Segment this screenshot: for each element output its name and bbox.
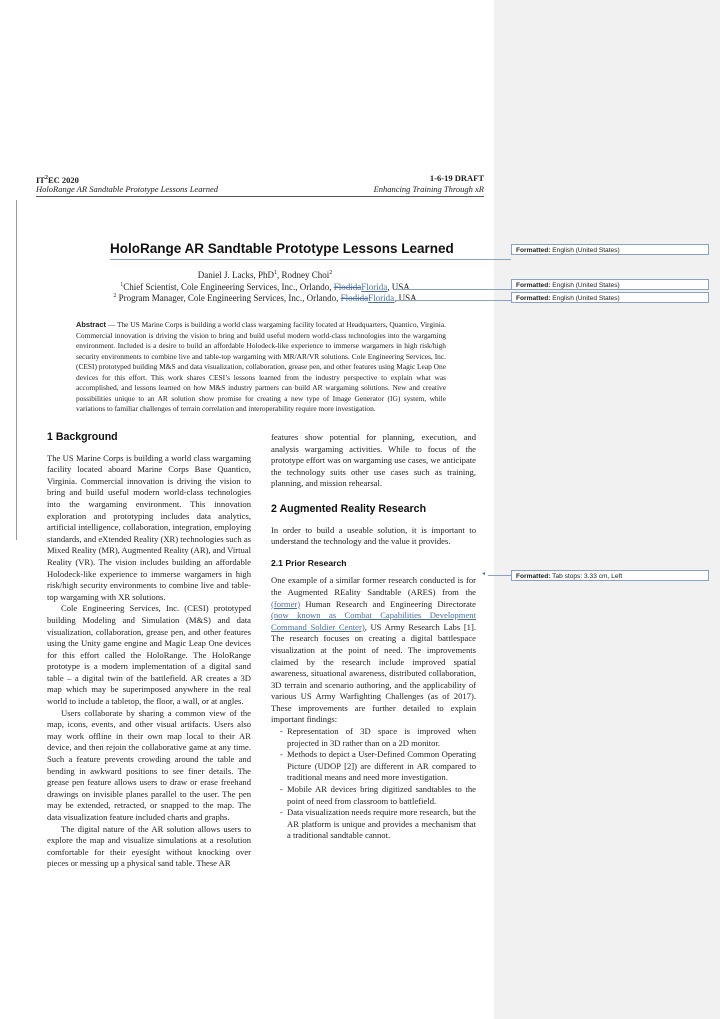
paper-title: HoloRange AR Sandtable Prototype Lessons Learned — [110, 241, 454, 256]
formatting-comment[interactable]: Formatted: English (United States) — [511, 279, 709, 290]
running-title-left: HoloRange AR Sandtable Prototype Lessons Learned — [36, 184, 219, 194]
draft-label: 1-6-19 DRAFT — [429, 173, 484, 183]
left-column — [47, 432, 251, 870]
formatting-comment[interactable]: Formatted: English (United States) — [511, 244, 709, 255]
tracked-insertion: Florida — [361, 282, 388, 292]
subsection-heading-prior-research: 2.1 Prior Research — [271, 557, 347, 568]
paragraph: The digital nature of the AR solution allows users to explore the map and visualize simulations at a resolution comfortable for their eyesight without knocking over pieces or messing up a physical sand table. These AR — [47, 823, 251, 869]
conference-prefix: IT — [36, 174, 45, 185]
conference-sup: 2 — [44, 175, 48, 181]
abstract-text: — The US Marine Corps is building a world class wargaming facility located at Headquarters, Quantico, Virginia. Commercial innovation is driving the vision to bring and build useful modern world-class technologies into the wargaming environment. Included is a desire to build an affordable Holodeck-like experience to immerse wargamers in high risk/high security environments to combine live and table-top wargaming with MR/AR/VR solutions. Cole Engineering Services, Inc. (CESI) prototyped building M&S and data visualization, collaboration, grease pen, and other features using Magic Leap One devices for this effort. This work shares CESI’s lessons learned from the industry perspective to explain what was accomplished, and lessons learned on how M&S industry partners can build AR wargaming solutions. New and creative possibilities unique to an AR solution show promise for creating a new type of Image Generator (IG) system, while variations to familiar challenges of terrain correlation and interoperability require more investigation. — [76, 320, 446, 413]
paragraph: In order to build a useable solution, it is important to understand the technology and the value it provides. — [271, 524, 476, 547]
header-rule — [36, 196, 484, 197]
authors-line: Daniel J. Lacks, PhD$^1$, Rodney Choi$^2$ — [197, 270, 333, 280]
right-column — [271, 432, 476, 842]
conference-suffix: EC 2020 — [47, 174, 79, 185]
comment-anchor-icon: ◂ — [482, 570, 486, 577]
abstract-label: Abstract — [76, 320, 106, 329]
paragraph: The US Marine Corps is building a world class wargaming facility located aboard Marine Corps Base Quantico, Virginia. Commercial innovation is driving the vision to bring and build useful modern world-class technologies into the wargaming environment. This innovation exploration and prototyping includes data analytics, artificial intelligence, collaboration, integration, employing standards, and eXtended Reality (XR) technologies such as Mixed Reality (MR), Augmented Reality (AR), and Virtual Reality (VR). The vision includes building an affordable Holodeck-like experience to immerse wargamers in high risk/high security environments to combine live and table-top wargaming with XR solutions. — [47, 452, 251, 602]
formatting-comment[interactable]: Formatted: Tab stops: 3.33 cm, Left — [511, 570, 709, 581]
tracked-insertion: (former) — [271, 598, 301, 609]
comment-margin-pane — [494, 0, 720, 1019]
ccdc-link[interactable]: (now known as Combat Capabilities Development Command Soldier Center) — [271, 610, 476, 632]
abstract — [76, 320, 446, 415]
affiliation-2: $^2$ Program Manager, Cole Engineering Services, Inc., Orlando, FlodidaFlorida, USA — [113, 293, 417, 303]
paragraph: Users collaborate by sharing a common view of the map, icons, events, and other visual artifacts. Users also may work offline in their own map local to their AR device, and then rejoin the collaborative game at any time. Such a feature prevents crowding around the table and bending in awkward positions to see finer details. The grease pen feature allows users to draw or erase freehand drawings on invisible planes parallel to the user. The pen may be extended, retracted, or snapped to the map. The data visualization feature included charts and graphs. — [47, 707, 251, 822]
comment-leader — [395, 300, 511, 301]
change-bar — [16, 200, 17, 540]
paragraph: Cole Engineering Services, Inc. (CESI) prototyped building Modeling and Simulation (M&S) and data visualization, collaboration, grease pen, and other features using the Unity game engine and Magic Leap One devices for this effort called the HoloRange. The HoloRange prototype is a modern implementation of a digital sand table – a digital twin of the battlefield. AR creates a 3D map which may be superimposed anywhere in the real world to include a tabletop, the floor, a wall, or at angles. — [47, 603, 251, 707]
list-item: - Data visualization needs require more research, but the AR platform is unique and provides a mechanism that a traditional sandtable cannot. — [287, 807, 476, 842]
comment-leader — [488, 575, 511, 576]
list-item: - Mobile AR devices bring digitized sandtables to the point of need from classroom to battlefield. — [287, 784, 476, 807]
paragraph: features show potential for planning, execution, and analysis wargaming activities. While to focus of the prototype effort was on wargaming use cases, we anticipate the technology suits other use cases such as training, planning, and mission rehearsal. — [271, 432, 476, 489]
section-heading-background: 1 Background — [47, 431, 118, 443]
running-title-right: Enhancing Training Through xR — [373, 184, 484, 194]
list-item: - Representation of 3D space is improved when projected in 3D rather than on a 2D monitor. — [287, 726, 476, 749]
comment-leader — [395, 289, 511, 290]
list-item: - Methods to depict a User-Defined Common Operating Picture (UDOP [2]) are different in AR compared to traditional means and need more investigation. — [287, 749, 476, 784]
section-heading-ar-research: 2 Augmented Reality Research — [271, 502, 427, 515]
tracked-insertion: Florida — [368, 293, 395, 303]
findings-list — [271, 726, 476, 842]
tracked-deletion: Flodida — [333, 282, 362, 292]
tracked-deletion: Flodida — [340, 293, 369, 303]
formatting-comment[interactable]: Formatted: English (United States) — [511, 292, 709, 303]
comment-leader — [110, 259, 511, 260]
affiliation-1: $^1$Chief Scientist, Cole Engineering Services, Inc., Orlando, FlodidaFlorida, USA — [120, 282, 410, 292]
paragraph: One example of a similar former research conducted is for the Augmented REality Sandtable (ARES) from the (former) Human Research and Engineering Directorate (now known as Combat Capabilities Development Command Soldier Center), US Army Research Labs [1]. The research focuses on creating a digital battlespace visualization at the point of need. The improvements claimed by the research include improved spatial awareness, situational awareness, distributed collaboration, 3D terrain and scenario authoring, and the applicability of various US Army Warfighting Challenges (as of 2017). These improvements are further detailed to explain important findings: — [271, 575, 476, 725]
